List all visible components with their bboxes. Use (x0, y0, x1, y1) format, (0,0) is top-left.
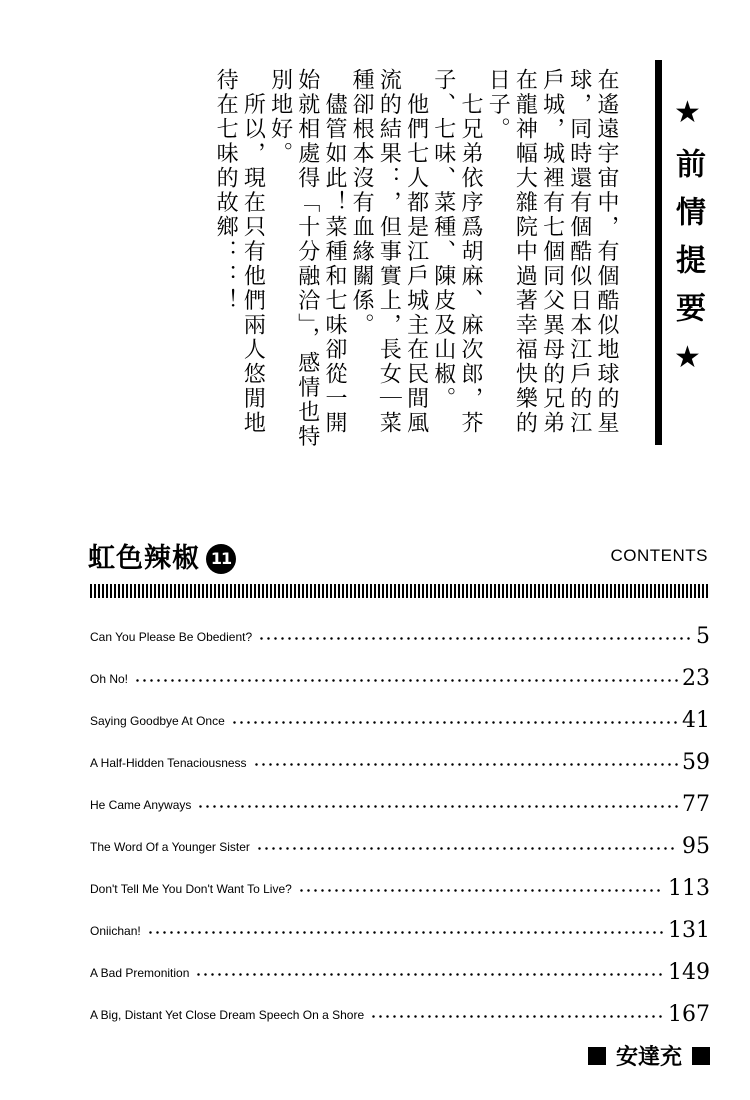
chapter-title: Don't Tell Me You Don't Want To Live? (90, 882, 292, 896)
toc-entry[interactable] (90, 696, 710, 732)
leader-dots (195, 973, 664, 976)
chapter-title: Saying Goodbye At Once (90, 714, 225, 728)
leader-dots (370, 1015, 664, 1018)
toc-entry[interactable] (90, 990, 710, 1026)
book-title (88, 536, 236, 575)
synopsis-paragraph: 所以，現在只有他們兩人悠閒地待在七味的故鄉：：！ (213, 68, 266, 436)
toc-entry[interactable] (90, 906, 710, 942)
chapter-title: A Big, Distant Yet Close Dream Speech On a Shore (90, 1008, 365, 1022)
chapter-page: 77 (682, 792, 710, 817)
synopsis-text (160, 68, 620, 458)
volume-badge: 11 (206, 544, 236, 574)
chapter-page: 5 (696, 624, 710, 649)
chapter-title: The Word Of a Younger Sister (90, 840, 250, 854)
author-name: 安達充 (615, 1045, 682, 1070)
contents-label: CONTENTS (610, 546, 708, 565)
chapter-page: 167 (668, 1002, 710, 1027)
chapter-title: Oniichan! (90, 924, 141, 938)
leader-dots (197, 805, 678, 808)
synopsis-title: ★前情提要★ (670, 95, 705, 393)
leader-dots (256, 847, 678, 850)
toc-entry[interactable] (90, 612, 710, 648)
chapter-title: He Came Anyways (90, 798, 192, 812)
toc-entry[interactable] (90, 864, 710, 900)
leader-dots (253, 763, 678, 766)
chapter-title: A Half-Hidden Tenaciousness (90, 756, 247, 770)
leader-dots (298, 889, 664, 892)
chapter-page: 41 (682, 708, 710, 733)
chapter-page: 23 (682, 666, 710, 691)
leader-dots (231, 721, 678, 724)
square-ornament-icon (692, 1047, 710, 1065)
toc-entry[interactable] (90, 780, 710, 816)
leader-dots (134, 679, 678, 682)
leader-dots (147, 931, 664, 934)
chapter-page: 95 (682, 834, 710, 859)
hatch-divider (90, 584, 708, 598)
chapter-page: 113 (668, 876, 710, 901)
chapter-title: A Bad Premonition (90, 966, 190, 980)
synopsis-paragraph: 在遙遠宇宙中，有個酷似地球的星球，同時還有個酷似日本江戶的江戶城，城裡有七個同父異母的兄弟在龍神幅大雜院中過著幸福快樂的日子。 (485, 68, 619, 436)
toc-entry[interactable] (90, 654, 710, 690)
chapter-title: Can You Please Be Obedient? (90, 630, 253, 644)
synopsis-paragraph: 七兄弟依序爲胡麻、麻次郎，芥子、七味、菜種、陳皮及山椒。 (430, 68, 483, 436)
chapter-title: Oh No! (90, 672, 129, 686)
author-credit (588, 1040, 710, 1071)
synopsis-paragraph: 他們七人都是江戶城主在民間風流的結果：，但事實上，長女｜菜種卻根本沒有血緣關係。 (349, 68, 429, 436)
synopsis-paragraph: 儘管如此！菜種和七味卻從一開始就相處得「十分融洽」，感情也特別地好。 (267, 68, 347, 449)
chapter-page: 131 (668, 918, 710, 943)
leader-dots (258, 637, 692, 640)
toc-entry[interactable] (90, 738, 710, 774)
synopsis-box (655, 60, 710, 445)
toc-entry[interactable] (90, 822, 710, 858)
square-ornament-icon (588, 1047, 606, 1065)
chapter-page: 59 (682, 750, 710, 775)
book-title-text: 虹色辣椒 (88, 543, 200, 574)
toc-entry[interactable] (90, 948, 710, 984)
chapter-page: 149 (668, 960, 710, 985)
